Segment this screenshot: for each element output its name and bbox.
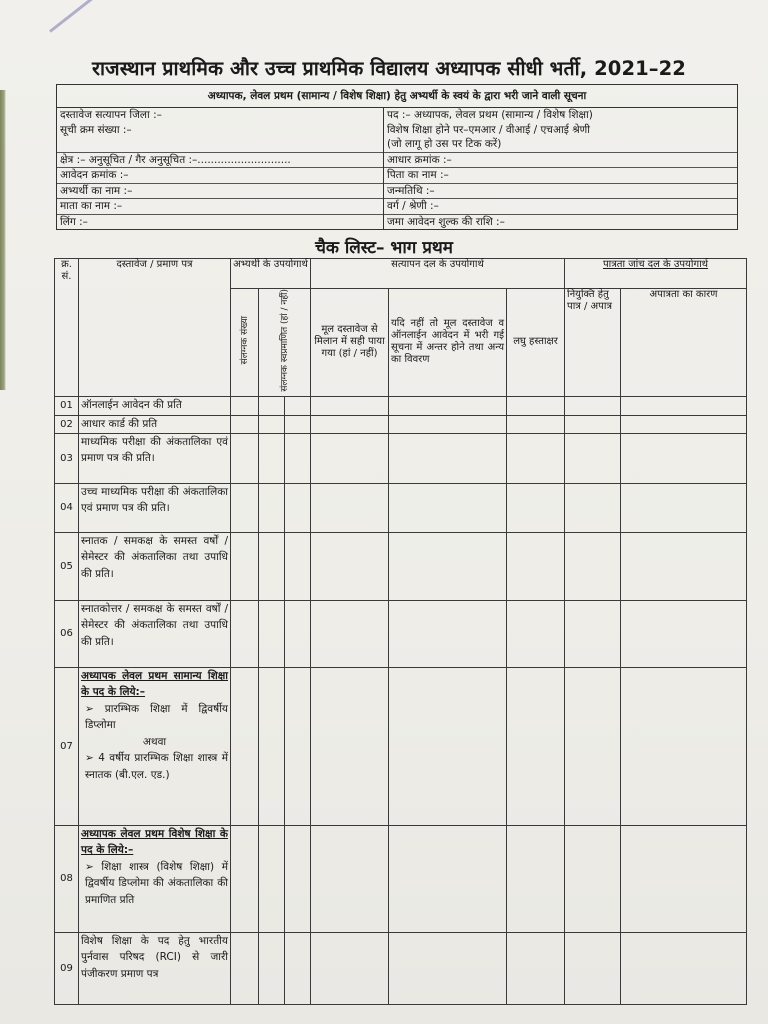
info-right-2: (जो लागू हो उस पर टिक करें) xyxy=(384,137,737,153)
info-right-6: वर्ग / श्रेणी :– xyxy=(384,199,737,215)
empty-fill-cell[interactable] xyxy=(621,396,747,415)
empty-fill-cell[interactable] xyxy=(285,932,311,1004)
header-attached-sno: संलग्नक संख्या xyxy=(239,316,250,365)
table-row xyxy=(55,600,747,667)
empty-fill-cell[interactable] xyxy=(231,415,259,433)
header-candidate-group: अभ्यर्थी के उपयोगार्थ xyxy=(231,259,311,289)
row-bullet: अथवा xyxy=(142,735,167,748)
empty-fill-cell[interactable] xyxy=(231,825,259,932)
row-sno: 09 xyxy=(55,932,79,1004)
empty-fill-cell[interactable] xyxy=(259,932,285,1004)
empty-fill-cell[interactable] xyxy=(621,532,747,600)
empty-fill-cell[interactable] xyxy=(621,825,747,932)
header-original-match: मूल दस्तावेज से मिलान में सही पाया गया (हां / नहीं) xyxy=(311,289,389,397)
empty-fill-cell[interactable] xyxy=(507,415,565,433)
empty-fill-cell[interactable] xyxy=(565,667,621,825)
info-left-6: माता का नाम :– xyxy=(57,199,383,215)
empty-fill-cell[interactable] xyxy=(231,396,259,415)
row-sno: 03 xyxy=(55,433,79,483)
info-right-4: पिता का नाम :– xyxy=(384,168,737,184)
info-right-5: जन्मतिथि :– xyxy=(384,184,737,200)
empty-fill-cell[interactable] xyxy=(259,667,285,825)
row-line: स्नातकोत्तर / समकक्ष के समस्त वर्षों / सेमेस्टर की अंकतालिका तथा उपाधि की प्रति। xyxy=(81,602,228,648)
empty-fill-cell[interactable] xyxy=(285,433,311,483)
info-left-1: सूची क्रम संख्या :– xyxy=(60,123,132,136)
header-attached-sno-cell xyxy=(231,289,259,397)
info-left-4: आवेदन क्रमांक :– xyxy=(57,168,383,184)
empty-fill-cell[interactable] xyxy=(285,667,311,825)
empty-fill-cell[interactable] xyxy=(259,396,285,415)
empty-fill-cell[interactable] xyxy=(231,433,259,483)
table-row xyxy=(55,932,747,1004)
info-right-1: विशेष शिक्षा होने पर–एमआर / वीआई / एचआई श्रेणी xyxy=(387,123,590,136)
empty-fill-cell[interactable] xyxy=(507,396,565,415)
empty-fill-cell[interactable] xyxy=(231,667,259,825)
table-row xyxy=(55,667,747,825)
info-right-3: आधार क्रमांक :– xyxy=(384,153,737,169)
header-short-sign: लघु हस्ताक्षर xyxy=(507,289,565,397)
page-title: राजस्थान प्राथमिक और उच्च प्राथमिक विद्यालय अध्यापक सीधी भर्ती, 2021–22 xyxy=(92,57,686,80)
empty-fill-cell[interactable] xyxy=(507,433,565,483)
row-document xyxy=(79,415,231,433)
row-sno: 02 xyxy=(55,415,79,433)
empty-fill-cell[interactable] xyxy=(565,932,621,1004)
info-right-0: पद :– अध्यापक, लेवल प्रथम (सामान्य / विशेष शिक्षा) xyxy=(387,109,593,121)
row-sno: 08 xyxy=(55,825,79,932)
header-document: दस्तावेज / प्रमाण पत्र xyxy=(79,259,231,397)
empty-fill-cell[interactable] xyxy=(507,600,565,667)
empty-fill-cell[interactable] xyxy=(311,415,389,433)
row-document xyxy=(79,483,231,532)
empty-fill-cell[interactable] xyxy=(259,415,285,433)
empty-fill-cell[interactable] xyxy=(285,483,311,532)
table-row xyxy=(55,532,747,600)
empty-fill-cell[interactable] xyxy=(565,433,621,483)
header-eligibility-text: पात्रता जांच दल के उपयोगार्थ xyxy=(602,259,709,270)
empty-fill-cell[interactable] xyxy=(231,932,259,1004)
empty-fill-cell[interactable] xyxy=(565,415,621,433)
empty-fill-cell[interactable] xyxy=(507,483,565,532)
row-document xyxy=(79,600,231,667)
empty-fill-cell[interactable] xyxy=(565,825,621,932)
row-document xyxy=(79,825,231,932)
empty-fill-cell[interactable] xyxy=(565,483,621,532)
empty-fill-cell[interactable] xyxy=(389,600,507,667)
info-left-2 xyxy=(57,137,383,153)
row-line: उच्च माध्यमिक परीक्षा की अंकतालिका एवं प्रमाण पत्र की प्रति। xyxy=(81,485,228,515)
empty-fill-cell[interactable] xyxy=(389,667,507,825)
candidate-info-box xyxy=(56,84,738,230)
table-row xyxy=(55,415,747,433)
pen-mark xyxy=(49,0,114,33)
header-sno: क्र. सं. xyxy=(55,259,79,397)
row-line: विशेष शिक्षा के पद हेतु भारतीय पुर्नवास परिषद (RCI) से जारी पंजीकरण प्रमाण पत्र xyxy=(81,934,228,980)
info-left-5: अभ्यर्थी का नाम :– xyxy=(57,184,383,200)
empty-fill-cell[interactable] xyxy=(311,932,389,1004)
row-document xyxy=(79,396,231,415)
empty-fill-cell[interactable] xyxy=(621,415,747,433)
row-section-title: अध्यापक लेवल प्रथम विशेष शिक्षा के पद के लिये:– xyxy=(81,827,228,857)
empty-fill-cell[interactable] xyxy=(507,825,565,932)
empty-fill-cell[interactable] xyxy=(285,396,311,415)
empty-fill-cell[interactable] xyxy=(621,667,747,825)
empty-fill-cell[interactable] xyxy=(311,600,389,667)
empty-fill-cell[interactable] xyxy=(231,483,259,532)
row-sno: 06 xyxy=(55,600,79,667)
empty-fill-cell[interactable] xyxy=(621,433,747,483)
row-sno: 01 xyxy=(55,396,79,415)
empty-fill-cell[interactable] xyxy=(231,532,259,600)
table-row xyxy=(55,825,747,932)
empty-fill-cell[interactable] xyxy=(389,396,507,415)
header-eligible: नियुक्ति हेतु पात्र / अपात्र xyxy=(565,289,621,397)
header-eligibility-group xyxy=(565,259,747,289)
empty-fill-cell[interactable] xyxy=(621,600,747,667)
header-attached-self-cell xyxy=(259,289,311,397)
empty-fill-cell[interactable] xyxy=(285,600,311,667)
empty-fill-cell[interactable] xyxy=(389,932,507,1004)
table-row xyxy=(55,433,747,483)
empty-fill-cell[interactable] xyxy=(507,532,565,600)
checklist-title: चैक लिस्ट– भाग प्रथम xyxy=(315,238,453,258)
empty-fill-cell[interactable] xyxy=(389,415,507,433)
row-bullet: ➢ शिक्षा शास्त्र (विशेष शिक्षा) में द्विवर्षीय डिप्लोमा की अंकतालिका की प्रमाणित प्रति xyxy=(85,860,228,906)
header-ineligible-reason: अपात्रता का कारण xyxy=(621,289,747,397)
empty-fill-cell[interactable] xyxy=(311,667,389,825)
row-line: माध्यमिक परीक्षा की अंकतालिका एवं प्रमाण पत्र की प्रति। xyxy=(81,435,228,465)
empty-fill-cell[interactable] xyxy=(389,483,507,532)
row-document xyxy=(79,433,231,483)
row-document xyxy=(79,532,231,600)
row-sno: 05 xyxy=(55,532,79,600)
info-right-7: जमा आवेदन शुल्क की राशि :– xyxy=(387,215,505,228)
empty-fill-cell[interactable] xyxy=(565,532,621,600)
empty-fill-cell[interactable] xyxy=(621,483,747,532)
row-line: स्नातक / समकक्ष के समस्त वर्षों / सेमेस्टर की अंकतालिका तथा उपाधि की प्रति। xyxy=(81,534,228,580)
header-verification-group: सत्यापन दल के उपयोगार्थ xyxy=(311,259,565,289)
empty-fill-cell[interactable] xyxy=(311,532,389,600)
empty-fill-cell[interactable] xyxy=(389,532,507,600)
row-section-title: अध्यापक लेवल प्रथम सामान्य शिक्षा के पद के लिये:– xyxy=(81,669,228,699)
empty-fill-cell[interactable] xyxy=(389,825,507,932)
empty-fill-cell[interactable] xyxy=(285,415,311,433)
row-line: आधार कार्ड की प्रति xyxy=(81,417,158,430)
empty-fill-cell[interactable] xyxy=(565,396,621,415)
empty-fill-cell[interactable] xyxy=(507,667,565,825)
row-line: ऑनलाईन आवेदन की प्रति xyxy=(81,398,182,411)
empty-fill-cell[interactable] xyxy=(311,396,389,415)
empty-fill-cell[interactable] xyxy=(311,483,389,532)
empty-fill-cell[interactable] xyxy=(231,600,259,667)
table-row xyxy=(55,396,747,415)
info-left-0: दस्तावेज सत्यापन जिला :– xyxy=(60,109,162,121)
empty-fill-cell[interactable] xyxy=(259,600,285,667)
header-difference: यदि नहीं तो मूल दस्तावेज व ऑनलाईन आवेदन में भरी गई सूचना में अन्तर होने तथा अन्य का विवरण xyxy=(389,289,507,397)
header-attached-self: संलग्नक स्वप्रमाणित (हां / नहीं) xyxy=(279,289,290,392)
empty-fill-cell[interactable] xyxy=(259,532,285,600)
info-box-header: अध्यापक, लेवल प्रथम (सामान्य / विशेष शिक्षा) हेतु अभ्यर्थी के स्वयं के द्वारा भरी जाने वाली सूचना xyxy=(57,85,737,108)
empty-fill-cell[interactable] xyxy=(259,483,285,532)
empty-fill-cell[interactable] xyxy=(311,825,389,932)
row-bullet: ➢ 4 वर्षीय प्रारम्भिक शिक्षा शास्त्र में स्नातक (बी.एल. एड.) xyxy=(85,752,228,781)
empty-fill-cell[interactable] xyxy=(285,532,311,600)
row-bullet: ➢ प्रारम्भिक शिक्षा में द्विवर्षीय डिप्लोमा xyxy=(85,702,228,732)
row-sno: 07 xyxy=(55,667,79,825)
empty-fill-cell[interactable] xyxy=(259,433,285,483)
row-sno: 04 xyxy=(55,483,79,532)
empty-fill-cell[interactable] xyxy=(565,600,621,667)
empty-fill-cell[interactable] xyxy=(507,932,565,1004)
info-left-7: लिंग :– xyxy=(60,215,88,228)
info-left-3: क्षेत्र :– अनुसूचित / गैर अनुसूचित :–............................ xyxy=(57,153,383,169)
empty-fill-cell[interactable] xyxy=(621,932,747,1004)
empty-fill-cell[interactable] xyxy=(311,433,389,483)
empty-fill-cell[interactable] xyxy=(285,825,311,932)
empty-fill-cell[interactable] xyxy=(389,433,507,483)
empty-fill-cell[interactable] xyxy=(259,825,285,932)
table-row xyxy=(55,483,747,532)
checklist-table xyxy=(54,258,747,1005)
row-document xyxy=(79,667,231,825)
row-document xyxy=(79,932,231,1004)
